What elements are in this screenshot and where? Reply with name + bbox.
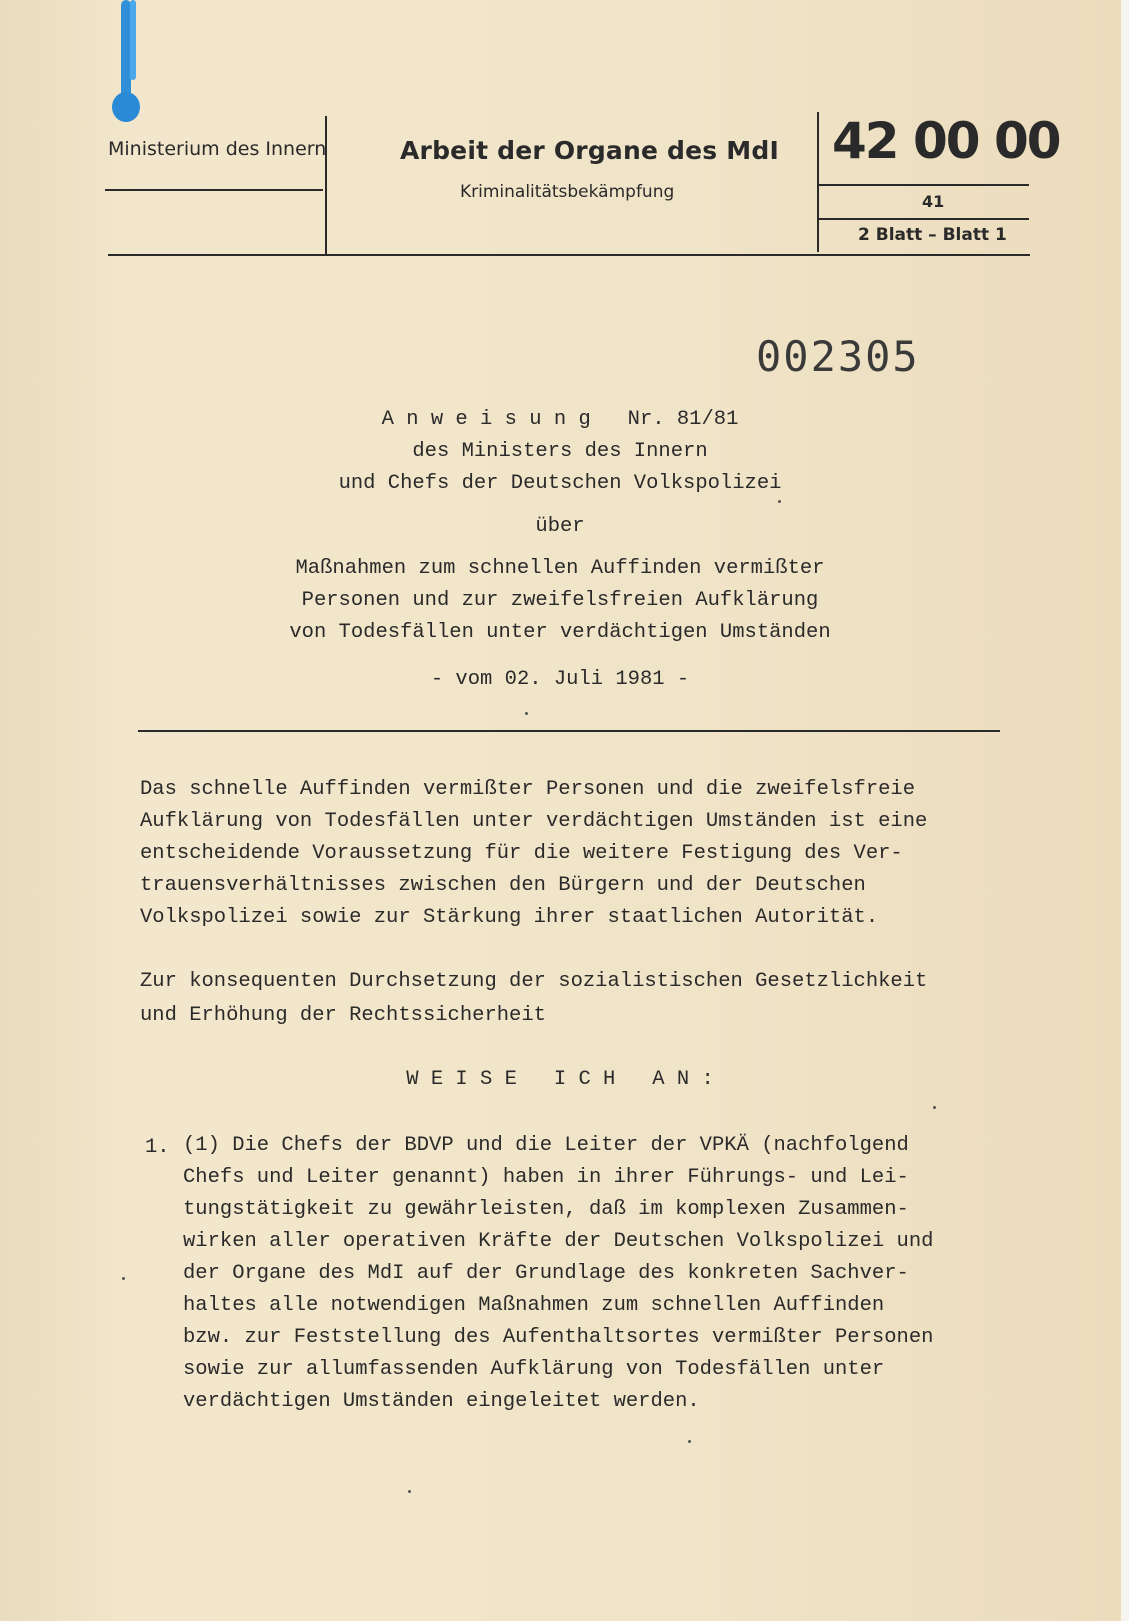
- header-bottom-rule: [108, 254, 1030, 256]
- paper-speck: [778, 500, 781, 503]
- title-line-6: Personen und zur zweifelsfreien Aufklärung: [301, 589, 819, 612]
- preamble-line: Zur konsequenten Durchsetzung der sozialistischen Gesetzlichkeit: [140, 970, 928, 993]
- header-vertical-1: [325, 116, 327, 256]
- section-number: 1.: [145, 1136, 170, 1159]
- header-title: Arbeit der Organe des MdI: [400, 136, 779, 165]
- sheet-indicator: 2 Blatt – Blatt 1: [858, 225, 1007, 245]
- header-subtitle: Kriminalitätsbekämpfung: [460, 182, 675, 202]
- paper-speck: [688, 1440, 691, 1443]
- title-line-7: von Todesfällen unter verdächtigen Umständen: [289, 621, 831, 644]
- document-number: 41: [922, 192, 945, 211]
- paper-speck: [933, 1106, 936, 1109]
- document-code: 42 00 00: [832, 112, 1060, 170]
- header-divider-left: [105, 189, 323, 191]
- paper-speck: [525, 712, 528, 715]
- title-line-2: des Ministers des Innern: [412, 440, 708, 463]
- section-line: verdächtigen Umständen eingeleitet werden.: [183, 1390, 700, 1413]
- intro-line: Volkspolizei sowie zur Stärkung ihrer staatlichen Autorität.: [140, 906, 879, 929]
- page-edge: [1121, 0, 1129, 1621]
- paper-speck: [122, 1277, 125, 1280]
- section-line: Chefs und Leiter genannt) haben in ihrer Führungs- und Lei-: [183, 1166, 909, 1189]
- section-line: der Organe des MdI auf der Grundlage des konkreten Sachver-: [183, 1262, 909, 1285]
- section-line: haltes alle notwendigen Maßnahmen zum schnellen Auffinden: [183, 1294, 885, 1317]
- intro-line: entscheidende Voraussetzung für die weitere Festigung des Ver-: [140, 842, 903, 865]
- intro-line: Das schnelle Auffinden vermißter Personen und die zweifelsfreie: [140, 778, 916, 801]
- title-date: - vom 02. Juli 1981 -: [430, 668, 690, 691]
- section-line: sowie zur allumfassenden Aufklärung von Todesfällen unter: [183, 1358, 885, 1381]
- header-vertical-2: [817, 112, 819, 252]
- directive-heading: W E I S E I C H A N :: [406, 1068, 714, 1091]
- section-line: (1) Die Chefs der BDVP und die Leiter der VPKÄ (nachfolgend: [183, 1134, 909, 1157]
- title-line-5: Maßnahmen zum schnellen Auffinden vermißter: [295, 557, 825, 580]
- header-divider-right-1: [819, 184, 1029, 186]
- serial-number-stamp: 002305: [756, 332, 920, 381]
- title-rule: [138, 730, 1000, 732]
- section-line: tungstätigkeit zu gewährleisten, daß im komplexen Zusammen-: [183, 1198, 909, 1221]
- title-line-3: und Chefs der Deutschen Volkspolizei: [338, 472, 782, 495]
- section-line: wirken aller operativen Kräfte der Deutschen Volkspolizei und: [183, 1230, 934, 1253]
- section-line: bzw. zur Feststellung des Aufenthaltsortes vermißter Personen: [183, 1326, 934, 1349]
- title-line-4: über: [535, 515, 585, 538]
- ministry-label: Ministerium des Innern: [108, 138, 327, 160]
- preamble-line: und Erhöhung der Rechtssicherheit: [140, 1004, 546, 1027]
- intro-line: Aufklärung von Todesfällen unter verdächtigen Umständen ist eine: [140, 810, 928, 833]
- title-line-1: A n w e i s u n g Nr. 81/81: [381, 408, 739, 431]
- intro-line: trauensverhältnisses zwischen den Bürgern und der Deutschen: [140, 874, 866, 897]
- binder-clip-stem-right: [130, 0, 136, 80]
- header-divider-right-2: [819, 218, 1029, 220]
- paper-speck: [408, 1490, 411, 1493]
- binder-clip: [112, 0, 142, 125]
- binder-clip-knob: [112, 92, 140, 122]
